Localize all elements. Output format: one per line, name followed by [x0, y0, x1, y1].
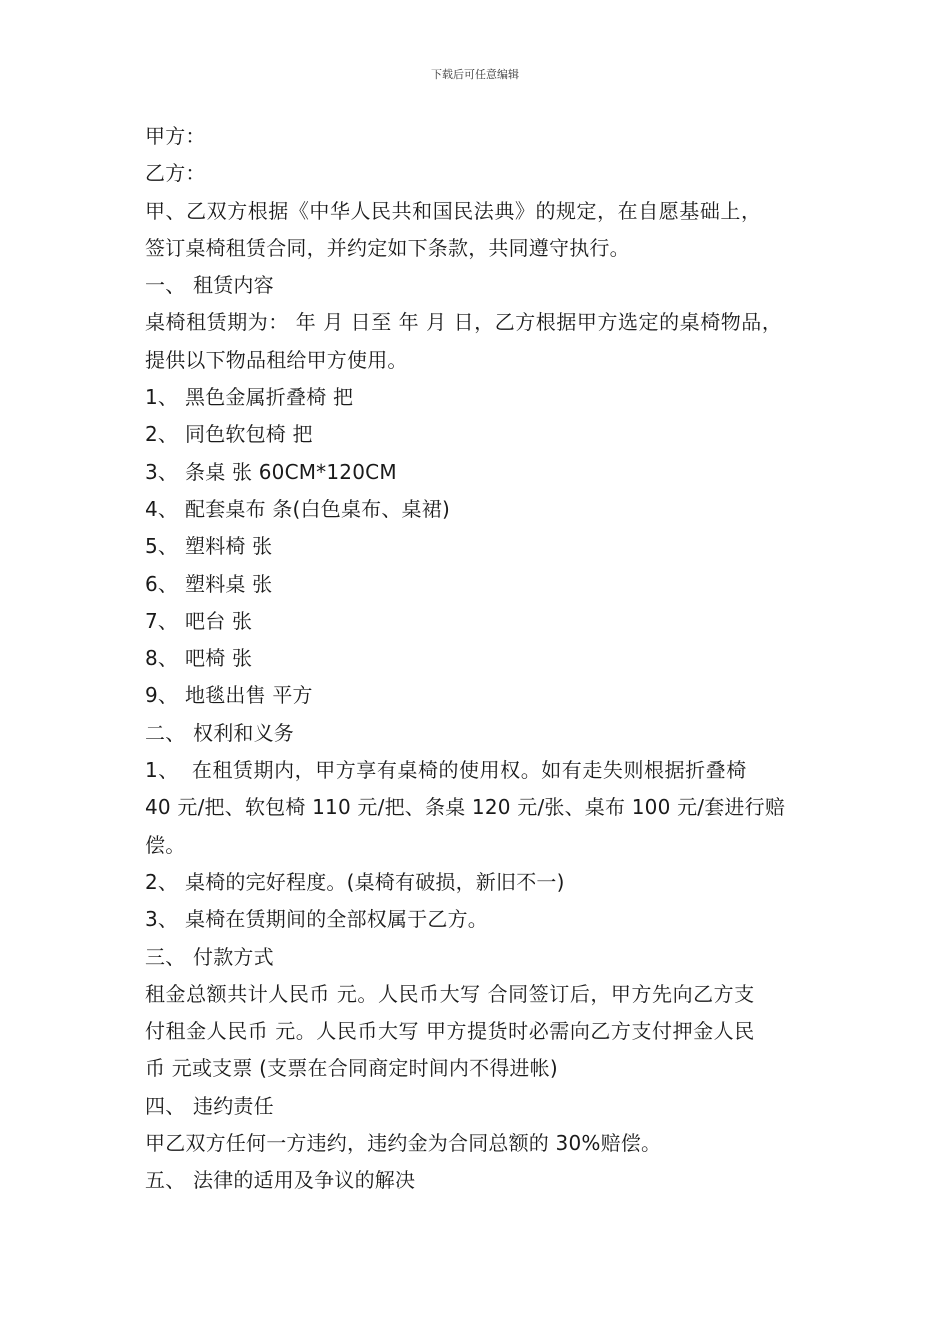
list-item-number: 3、: [145, 907, 179, 932]
paragraph-line: 币 元或支票 (支票在合同商定时间内不得进帐): [145, 1056, 558, 1081]
list-item: [145, 901, 835, 938]
list-item-text: 在租赁期内，甲方享有桌椅的使用权。如有走失则根据折叠椅: [185, 758, 747, 783]
list-item-text: 桌椅在赁期间的全部权属于乙方。: [185, 907, 488, 932]
section-heading: [145, 1162, 835, 1199]
list-item-text: 配套桌布 条(白色桌布、桌裙): [185, 496, 450, 521]
list-item: [145, 603, 835, 640]
section-heading: [145, 267, 835, 304]
list-item-text: 桌椅的完好程度。(桌椅有破损，新旧不一): [185, 869, 565, 894]
list-item-text: 塑料椅 张: [185, 534, 273, 559]
list-item: [145, 566, 835, 603]
paragraph-line: 甲乙双方任何一方违约，违约金为合同总额的 30%赔偿。: [145, 1131, 662, 1156]
intro-line: 甲、乙双方根据《中华人民共和国民法典》的规定，在自愿基础上，: [145, 198, 762, 223]
list-item: [145, 752, 835, 789]
list-item: [145, 677, 835, 714]
paragraph-line: 桌椅租赁期为： 年 月 日至 年 月 日，乙方根据甲方选定的桌椅物品，: [145, 310, 783, 335]
section-number: 三、: [145, 944, 186, 969]
list-item: [145, 640, 835, 677]
section-title: 违约责任: [193, 1093, 274, 1118]
list-item-number: 8、: [145, 646, 179, 671]
section-title: 法律的适用及争议的解决: [193, 1168, 416, 1193]
paragraph-line: 40 元/把、软包椅 110 元/把、条桌 120 元/张、桌布 100 元/套进行赔: [145, 795, 786, 820]
list-item: [145, 416, 835, 453]
list-item-text: 条桌 张 60CM*120CM: [185, 459, 397, 484]
section-heading: [145, 939, 835, 976]
list-item-number: 1、: [145, 758, 179, 783]
list-item-text: 吧椅 张: [185, 646, 253, 671]
list-item-number: 6、: [145, 571, 179, 596]
list-item: [145, 379, 835, 416]
page-header-note: 下载后可任意编辑: [431, 68, 519, 81]
list-item: [145, 491, 835, 528]
paragraph-line: 付租金人民币 元。人民币大写 甲方提货时必需向乙方支付押金人民: [145, 1019, 755, 1044]
list-item-text: 地毯出售 平方: [185, 683, 313, 708]
list-item-text: 同色软包椅 把: [185, 422, 313, 447]
list-item-number: 7、: [145, 608, 179, 633]
list-item-text: 塑料桌 张: [185, 571, 273, 596]
list-item: [145, 864, 835, 901]
list-item-number: 4、: [145, 496, 179, 521]
intro-line: 签订桌椅租赁合同，并约定如下条款，共同遵守执行。: [145, 235, 630, 260]
list-item-number: 2、: [145, 869, 179, 894]
section-number: 二、: [145, 720, 186, 745]
section-title: 权利和义务: [193, 720, 294, 745]
list-item: [145, 528, 835, 565]
contract-body: [145, 118, 835, 1200]
list-item-text: 黑色金属折叠椅 把: [185, 385, 354, 410]
party-a-line: 甲方：: [145, 124, 206, 148]
list-item-number: 9、: [145, 683, 179, 708]
list-item-number: 1、: [145, 385, 179, 410]
section-title: 租赁内容: [193, 273, 274, 298]
party-b-line: 乙方：: [145, 161, 206, 186]
paragraph-line: 提供以下物品租给甲方使用。: [145, 347, 408, 372]
section-number: 一、: [145, 273, 186, 298]
section-heading: [145, 715, 835, 752]
paragraph-line: 偿。: [145, 832, 186, 857]
section-number: 五、: [145, 1168, 186, 1193]
list-item-text: 吧台 张: [185, 608, 253, 633]
list-item: [145, 454, 835, 491]
section-number: 四、: [145, 1093, 186, 1118]
list-item-number: 5、: [145, 534, 179, 559]
section-title: 付款方式: [193, 944, 274, 969]
list-item-number: 3、: [145, 459, 179, 484]
list-item-number: 2、: [145, 422, 179, 447]
section-heading: [145, 1088, 835, 1125]
paragraph-line: 租金总额共计人民币 元。人民币大写 合同签订后，甲方先向乙方支: [145, 981, 755, 1006]
